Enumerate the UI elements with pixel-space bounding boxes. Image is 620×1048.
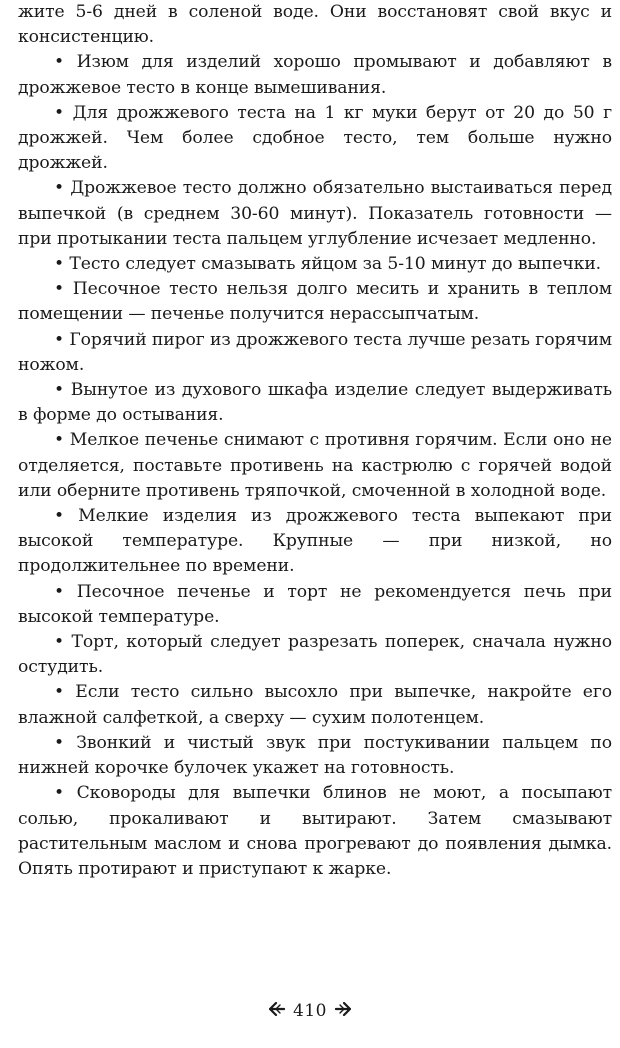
page-footer <box>0 997 620 1025</box>
body-text <box>18 0 612 882</box>
tip-paragraph: • Сковороды для выпечки блинов не моют, а посыпают солью, прокаливают и вытирают. Затем смазывают растительным маслом и снова прогревают до появления дымка. Опять протирают и приступают к жарке. <box>18 783 612 879</box>
tip-paragraph: • Если тесто сильно высохло при выпечке, накройте его влажной салфеткой, а сверху — сухим полотенцем. <box>18 682 612 728</box>
tip-paragraph: • Для дрожжевого теста на 1 кг муки берут от 20 до 50 г дрожжей. Чем более сдобное тесто, тем больше нужно дрожжей. <box>18 102 612 174</box>
tip-paragraph: • Песочное тесто нельзя долго месить и хранить в теплом помещении — печенье получится нерассыпчатым. <box>18 279 612 325</box>
tip-paragraph: • Звонкий и чистый звук при постукивании пальцем по нижней корочке булочек укажет на готовность. <box>18 732 612 779</box>
left-arrow-ornament-icon <box>269 1002 285 1020</box>
tip-paragraph: • Изюм для изделий хорошо промывают и добавляют в дрожжевое тесто в конце вымешивания. <box>18 52 612 98</box>
right-arrow-ornament-icon <box>335 1002 351 1020</box>
tip-paragraph: • Торт, который следует разрезать поперек, сначала нужно остудить. <box>18 632 612 678</box>
tip-paragraph: • Дрожжевое тесто должно обязательно выстаиваться перед выпечкой (в среднем 30-60 минут). Показатель готовности — при протыкании теста пальцем углубление исчезает медленно. <box>18 178 612 249</box>
tip-paragraph: • Вынутое из духового шкафа изделие следует выдерживать в форме до остывания. <box>18 380 612 426</box>
tip-paragraph: • Горячий пирог из дрожжевого теста лучше резать горячим ножом. <box>18 329 612 375</box>
page-number: 410 <box>293 1001 327 1021</box>
tip-paragraph: • Песочное печенье и торт не рекомендуется печь при высокой температуре. <box>18 581 612 627</box>
tip-paragraph: • Тесто следует смазывать яйцом за 5-10 минут до выпечки. <box>54 254 602 275</box>
paragraph-continuation: жите 5-6 дней в соленой воде. Они восстановят свой вкус и консистенцию. <box>18 2 612 48</box>
tip-paragraph: • Мелкое печенье снимают с противня горячим. Если оно не отделяется, поставьте противень на кастрюлю с горячей водой или оберните противень тряпочкой, смоченной в холодной воде. <box>18 430 612 501</box>
tip-paragraph: • Мелкие изделия из дрожжевого теста выпекают при высокой температуре. Крупные — при низкой, но продолжительнее по времени. <box>18 506 612 577</box>
